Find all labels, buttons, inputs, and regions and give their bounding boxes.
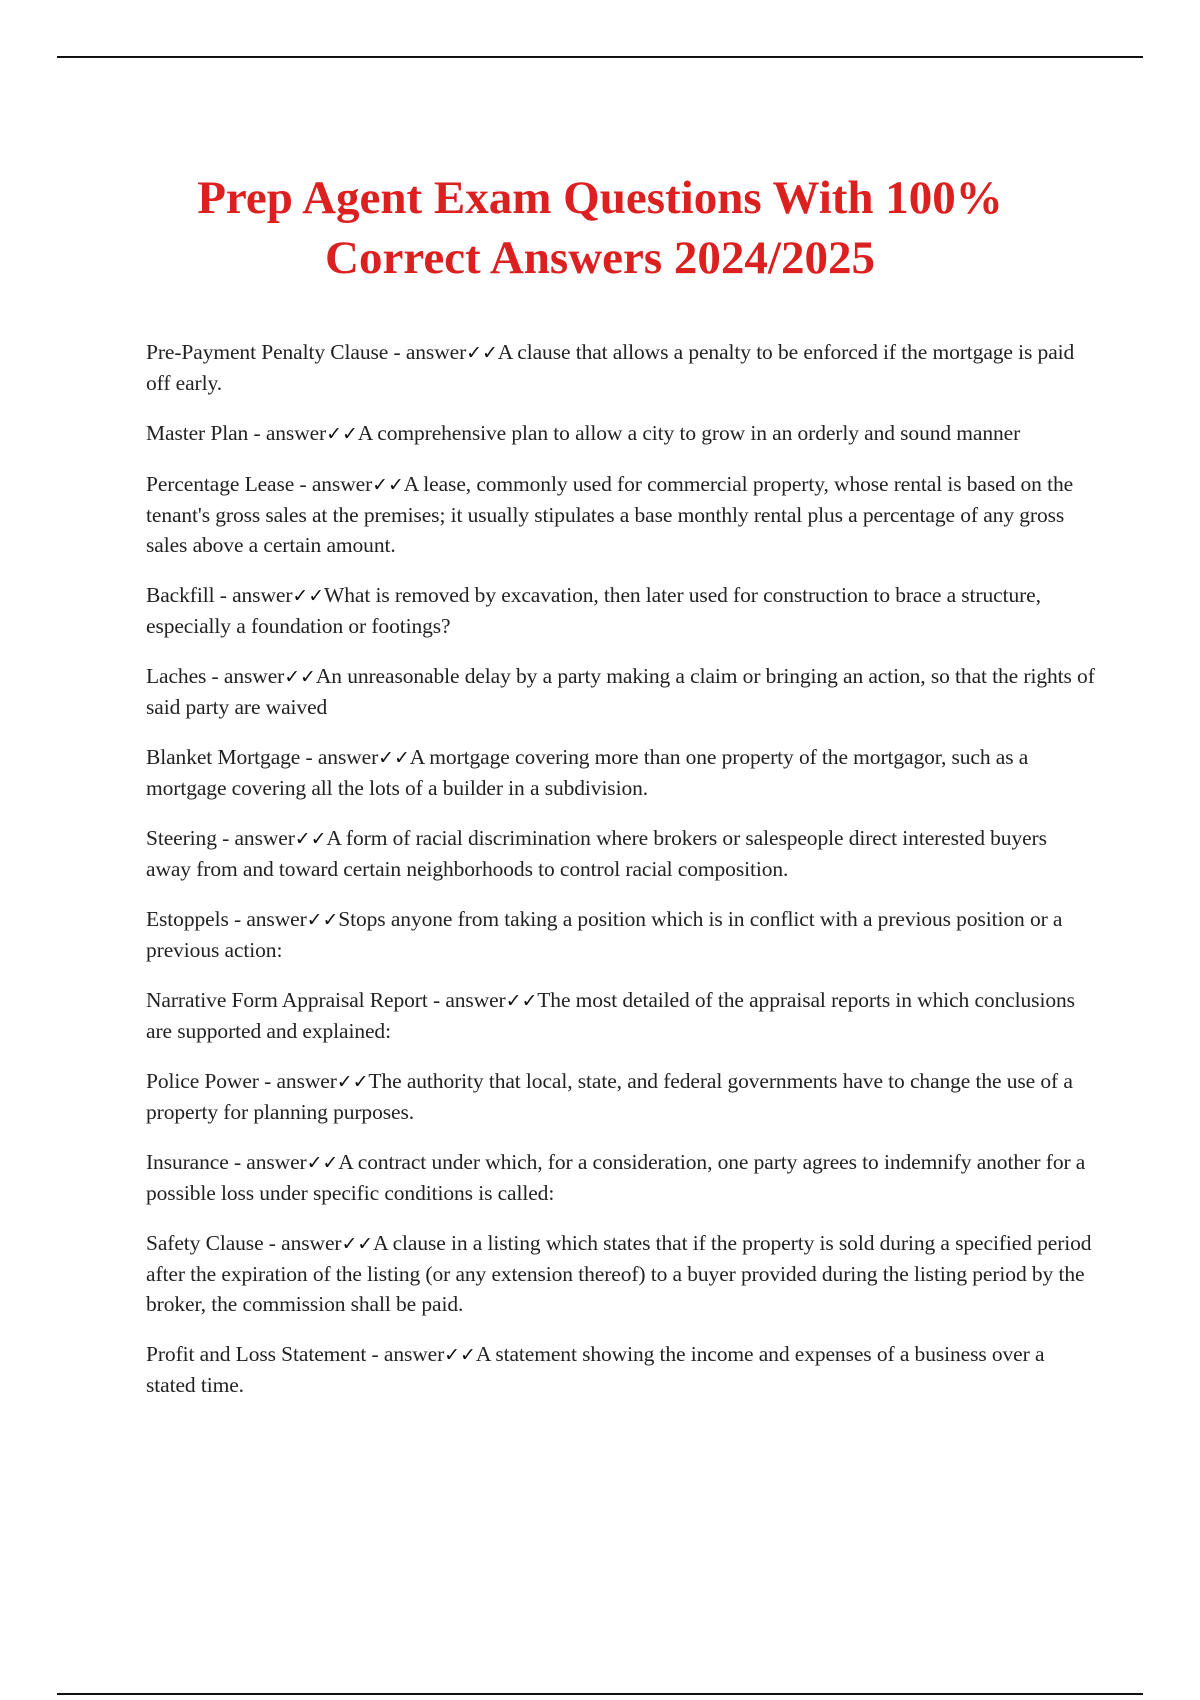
answer-label: answer [234,826,295,850]
qa-item: Steering - answer✓✓A form of racial discrimination where brokers or salespeople direct interested buyers away from and toward certain neighborhoods to control racial composition. [146,826,1047,881]
double-check-icon: ✓✓ [306,1152,339,1174]
qa-term: Backfill [146,583,215,607]
qa-term: Narrative Form Appraisal Report [146,988,428,1012]
answer-label: answer [246,907,307,931]
answer-label: answer [265,421,327,445]
top-rule [57,56,1143,58]
answer-label: answer [281,1231,342,1255]
bottom-rule [57,1693,1143,1695]
qa-definition: A clause in a listing which states that if the property is sold during a specified period after the expiration of the listing (or any extension thereof) to a buyer provided during the listing period by the broker, the commission shall be paid. [146,1231,1092,1316]
qa-term: Steering [146,826,217,850]
double-check-icon: ✓✓ [444,1344,476,1366]
qa-item: Backfill - answer✓✓What is removed by excavation, then later used for construction to brace a structure, especially a foundation or footings? [146,583,1041,638]
title-line-1: Prep Agent Exam Questions With 100% [197,172,1003,224]
qa-item: Master Plan - answer✓✓A comprehensive plan to allow a city to grow in an orderly and sound manner [146,421,1021,445]
qa-term: Estoppels [146,907,229,931]
qa-definition: The most detailed of the appraisal reports in which conclusions are supported and explained: [146,988,1075,1043]
answer-label: answer [311,472,373,496]
answer-label: answer [246,1150,307,1174]
qa-item: Profit and Loss Statement - answer✓✓A statement showing the income and expenses of a business over a stated time. [146,1342,1045,1397]
qa-item: Insurance - answer✓✓A contract under which, for a consideration, one party agrees to indemnify another for a possible loss under specific conditions is called: [146,1150,1086,1205]
answer-label: answer [445,988,506,1012]
double-check-icon: ✓✓ [466,342,498,364]
qa-term: Percentage Lease [146,472,295,496]
double-check-icon: ✓✓ [292,585,325,607]
qa-item: Blanket Mortgage - answer✓✓A mortgage covering more than one property of the mortgagor, such as a mortgage covering all the lots of a builder in a subdivision. [146,745,1029,800]
double-check-icon: ✓✓ [326,423,358,445]
qa-term: Profit and Loss Statement [146,1342,367,1366]
qa-item: Narrative Form Appraisal Report - answer✓✓The most detailed of the appraisal reports in which conclusions are supported and explained: [146,988,1075,1043]
answer-label: answer [223,664,285,688]
answer-label: answer [383,1342,445,1366]
double-check-icon: ✓✓ [372,474,404,496]
answer-label: answer [276,1069,337,1093]
qa-definition: A statement showing the income and expenses of a business over a stated time. [146,1342,1045,1397]
double-check-icon: ✓✓ [341,1233,374,1255]
double-check-icon: ✓✓ [284,666,316,688]
qa-term: Pre-Payment Penalty Clause [146,340,389,364]
qa-definition: A clause that allows a penalty to be enforced if the mortgage is paid off early. [146,340,1075,395]
qa-term: Blanket Mortgage [146,745,301,769]
answer-label: answer [232,583,293,607]
qa-item: Police Power - answer✓✓The authority that local, state, and federal governments have to change the use of a property for planning purposes. [146,1069,1073,1124]
double-check-icon: ✓✓ [294,828,327,850]
qa-item: Safety Clause - answer✓✓A clause in a listing which states that if the property is sold during a specified period after the expiration of the listing (or any extension thereof) to a buyer provided during the listing period by the broker, the commission shall be paid. [146,1231,1092,1316]
qa-definition: The authority that local, state, and federal governments have to change the use of a property for planning purposes. [146,1069,1073,1124]
qa-definition: What is removed by excavation, then later used for construction to brace a structure, especially a foundation or footings? [146,583,1041,638]
qa-item: Laches - answer✓✓An unreasonable delay by a party making a claim or bringing an action, so that the rights of said party are waived [146,664,1095,719]
qa-definition: A contract under which, for a consideration, one party agrees to indemnify another for a possible loss under specific conditions is called: [146,1150,1086,1205]
double-check-icon: ✓✓ [505,990,538,1012]
qa-definition: A form of racial discrimination where brokers or salespeople direct interested buyers away from and toward certain neighborhoods to control racial composition. [146,826,1047,881]
double-check-icon: ✓✓ [336,1071,369,1093]
answer-label: answer [405,340,467,364]
qa-term: Master Plan [146,421,249,445]
title-line-2: Correct Answers 2024/2025 [325,232,875,284]
document-title [0,168,1200,288]
qa-item: Pre-Payment Penalty Clause - answer✓✓A clause that allows a penalty to be enforced if the mortgage is paid off early. [146,340,1075,395]
qa-definition: An unreasonable delay by a party making a claim or bringing an action, so that the rights of said party are waived [146,664,1095,719]
qa-definition: Stops anyone from taking a position which is in conflict with a previous position or a previous action: [146,907,1063,962]
double-check-icon: ✓✓ [306,909,339,931]
qa-definition: A comprehensive plan to allow a city to grow in an orderly and sound manner [357,421,1021,445]
double-check-icon: ✓✓ [378,747,410,769]
qa-term: Laches [146,664,207,688]
qa-item: Estoppels - answer✓✓Stops anyone from taking a position which is in conflict with a previous position or a previous action: [146,907,1063,962]
qa-definition: A lease, commonly used for commercial property, whose rental is based on the tenant's gross sales at the premises; it usually stipulates a base monthly rental plus a percentage of any gross sales above a certain amount. [146,472,1074,557]
qa-list [146,337,1096,1420]
qa-term: Insurance [146,1150,229,1174]
qa-item: Percentage Lease - answer✓✓A lease, commonly used for commercial property, whose rental is based on the tenant's gross sales at the premises; it usually stipulates a base monthly rental plus a percentage of any gross sales above a certain amount. [146,472,1074,557]
qa-term: Police Power [146,1069,259,1093]
qa-term: Safety Clause [146,1231,264,1255]
answer-label: answer [317,745,379,769]
qa-definition: A mortgage covering more than one property of the mortgagor, such as a mortgage covering all the lots of a builder in a subdivision. [146,745,1029,800]
